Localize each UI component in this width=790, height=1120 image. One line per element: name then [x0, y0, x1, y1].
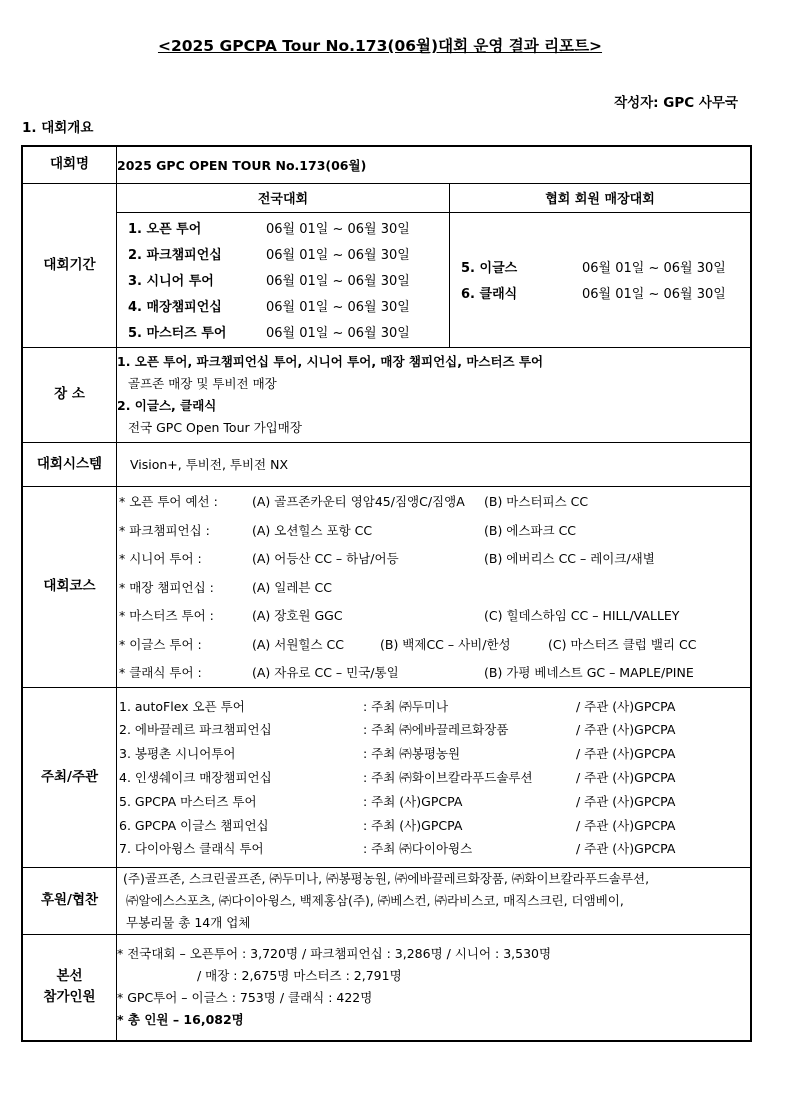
- venue-line: 1. 오픈 투어, 파크챔피언십 투어, 시니어 투어, 매장 챔피언십, 마스터즈 투어: [117, 353, 544, 369]
- course-item: * 매장 챔피언십 : (A) 일레븐 CC: [119, 579, 332, 595]
- row-system: [22, 442, 751, 486]
- course-item: * 이글스 투어 : (A) 서원힐스 CC (B) 백제CC – 사비/한성 (C) 마스터즈 클럽 밸리 CC: [119, 636, 697, 652]
- label-participants-line2: 참가인원: [43, 989, 96, 1006]
- course-item: * 마스터즈 투어 : (A) 장호원 GGC (C) 힐데스하임 CC – HILL/VALLEY: [119, 608, 680, 623]
- course-item: * 클래식 투어 : (A) 자유로 CC – 민국/통일 (B) 가평 베네스트 GC – MAPLE/PINE: [119, 665, 694, 680]
- row-hosts: [22, 687, 751, 867]
- period-cell: [117, 183, 752, 347]
- host-item: 3. 봉평촌 시니어투어 : 주최 ㈜봉평농원 / 주관 (사)GPCPA: [119, 746, 676, 762]
- report-title: <2025 GPCPA Tour No.173(06월)대회 운영 결과 리포트>: [157, 37, 603, 55]
- author-line: 작성자: GPC 사무국: [614, 95, 738, 111]
- period-header-national: 전국대회: [117, 184, 450, 213]
- venue-line: 전국 GPC Open Tour 가입매장: [128, 419, 302, 435]
- row-period: [22, 183, 751, 347]
- row-courses: [22, 486, 751, 687]
- participants-total: * 총 인원 – 16,082명: [117, 1012, 244, 1028]
- value-system: Vision+, 투비전, 투비전 NX: [117, 442, 752, 486]
- label-participants-line1: 본선: [56, 968, 83, 985]
- host-item: 2. 에바끌레르 파크챔피언십 : 주최 ㈜에바끌레르화장품 / 주관 (사)GPCPA: [119, 722, 676, 738]
- label-participants: [22, 934, 117, 1041]
- period-item: 4. 매장챔피언십 06월 01일 ~ 06월 30일: [128, 300, 410, 315]
- label-system: 대회시스템: [22, 442, 117, 486]
- host-item: 5. GPCPA 마스터즈 투어 : 주최 (사)GPCPA / 주관 (사)GPCPA: [119, 793, 676, 809]
- label-hosts: 주최/주관: [22, 687, 117, 867]
- sponsor-line: ㈜알에스스포츠, ㈜다이아윙스, 백제홍삼(주), ㈜베스컨, ㈜라비스코, 매직스크린, 더앰베이,: [126, 892, 624, 908]
- period-item: 1. 오픈 투어 06월 01일 ~ 06월 30일: [128, 222, 410, 237]
- label-name: 대회명: [22, 146, 117, 183]
- course-item: * 파크챔피언십 : (A) 오션힐스 포항 CC (B) 에스파크 CC: [119, 522, 577, 538]
- row-venue: [22, 347, 751, 442]
- venue-line: 골프존 매장 및 투비전 매장: [128, 375, 277, 391]
- hosts-cell: [117, 687, 752, 867]
- sponsors-cell: [117, 867, 752, 934]
- period-table: [117, 184, 750, 347]
- sponsor-line: 무봉리물 총 14개 업체: [126, 914, 251, 930]
- period-header-member: 협회 회원 매장대회: [450, 184, 751, 213]
- label-period: 대회기간: [22, 183, 117, 347]
- venue-cell: [117, 347, 752, 442]
- period-left-list: [117, 212, 450, 347]
- sponsor-line: (주)골프존, 스크린골프존, ㈜두미나, ㈜봉평농원, ㈜에바끌레르화장품, ㈜화이브칼라푸드솔루션,: [123, 870, 650, 886]
- participants-line: / 매장 : 2,675명 마스터즈 : 2,791명: [197, 968, 402, 984]
- label-sponsors: 후원/협찬: [22, 867, 117, 934]
- label-courses: 대회코스: [22, 486, 117, 687]
- host-item: 6. GPCPA 이글스 챔피언십 : 주최 (사)GPCPA / 주관 (사)GPCPA: [119, 817, 676, 833]
- row-participants: [22, 934, 751, 1041]
- host-item: 4. 인생쉐이크 매장챔피언십 : 주최 ㈜화이브칼라푸드솔루션 / 주관 (사)GPCPA: [119, 769, 676, 785]
- courses-cell: [117, 486, 752, 687]
- row-sponsors: [22, 867, 751, 934]
- period-right-list: [450, 212, 751, 347]
- period-item: 6. 클래식 06월 01일 ~ 06월 30일: [461, 287, 726, 302]
- participants-cell: [117, 934, 752, 1041]
- participants-line: * GPC투어 – 이글스 : 753명 / 클래식 : 422명: [117, 990, 373, 1006]
- course-item: * 시니어 투어 : (A) 어등산 CC – 하남/어등 (B) 에버리스 CC – 레이크/새별: [119, 551, 655, 566]
- label-venue: 장 소: [22, 347, 117, 442]
- host-item: 1. autoFlex 오픈 투어 : 주최 ㈜두미나 / 주관 (사)GPCPA: [119, 698, 676, 714]
- period-item: 3. 시니어 투어 06월 01일 ~ 06월 30일: [128, 274, 410, 289]
- period-item: 5. 마스터즈 투어 06월 01일 ~ 06월 30일: [128, 326, 410, 341]
- course-item: * 오픈 투어 예선 : (A) 골프존카운티 영암45/짐앵C/짐앵A (B) 마스터피스 CC: [119, 494, 589, 509]
- section-heading: 1. 대회개요: [22, 120, 94, 136]
- row-name: [22, 146, 751, 183]
- participants-line: * 전국대회 – 오픈투어 : 3,720명 / 파크챔피언십 : 3,286명 / 시니어 : 3,530명: [117, 946, 552, 962]
- venue-line: 2. 이글스, 클래식: [117, 397, 217, 413]
- period-item: 5. 이글스 06월 01일 ~ 06월 30일: [461, 261, 726, 276]
- period-item: 2. 파크챔피언십 06월 01일 ~ 06월 30일: [128, 248, 410, 263]
- value-name: 2025 GPC OPEN TOUR No.173(06월): [117, 146, 752, 183]
- overview-table: [21, 145, 752, 1042]
- host-item: 7. 다이아윙스 클래식 투어 : 주최 ㈜다이아윙스 / 주관 (사)GPCPA: [119, 841, 676, 857]
